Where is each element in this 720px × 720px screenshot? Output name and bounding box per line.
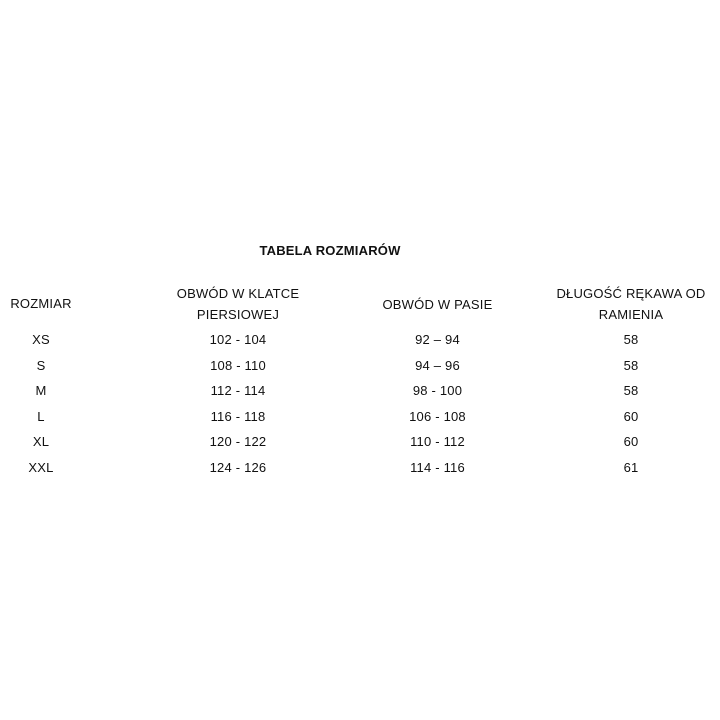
table-row	[0, 355, 720, 381]
size-table-body	[0, 329, 720, 482]
table-row	[0, 406, 720, 432]
waist-cell: 92 – 94	[415, 332, 460, 347]
size-cell: XXL	[28, 459, 54, 475]
chest-cell: 124 - 126	[209, 459, 267, 475]
waist-cell: 110 - 112	[410, 434, 465, 449]
chest-cell: 102 - 104	[209, 332, 267, 347]
size-cell: S	[36, 357, 46, 373]
table-row	[0, 329, 720, 355]
chest-cell: 108 - 110	[210, 357, 266, 373]
header-sleeve-length: DŁUGOŚĆ RĘKAWA OD RAMIENIA	[556, 286, 706, 322]
sleeve-cell: 61	[623, 459, 639, 475]
header-chest-circumference: OBWÓD W KLATCE PIERSIOWEJ	[176, 286, 300, 322]
size-table-title: TABELA ROZMIARÓW	[259, 243, 401, 258]
chest-cell: 116 - 118	[210, 408, 266, 424]
table-row	[0, 380, 720, 406]
header-waist-circumference: OBWÓD W PASIE	[382, 297, 493, 312]
sleeve-cell: 58	[623, 332, 639, 347]
waist-cell: 98 - 100	[412, 383, 463, 398]
header-size: ROZMIAR	[10, 296, 72, 311]
sleeve-cell: 58	[623, 357, 639, 373]
size-cell: XS	[32, 332, 50, 347]
size-cell: M	[35, 383, 47, 398]
waist-cell: 94 – 96	[415, 357, 460, 373]
size-cell: XL	[32, 434, 50, 449]
size-cell: L	[37, 408, 45, 424]
waist-cell: 114 - 116	[410, 459, 465, 475]
sleeve-cell: 60	[623, 408, 639, 424]
sleeve-cell: 58	[623, 383, 639, 398]
table-row	[0, 457, 720, 483]
waist-cell: 106 - 108	[409, 408, 466, 424]
chest-cell: 120 - 122	[209, 434, 267, 449]
chest-cell: 112 - 114	[210, 383, 266, 398]
sleeve-cell: 60	[623, 434, 639, 449]
table-row	[0, 431, 720, 457]
